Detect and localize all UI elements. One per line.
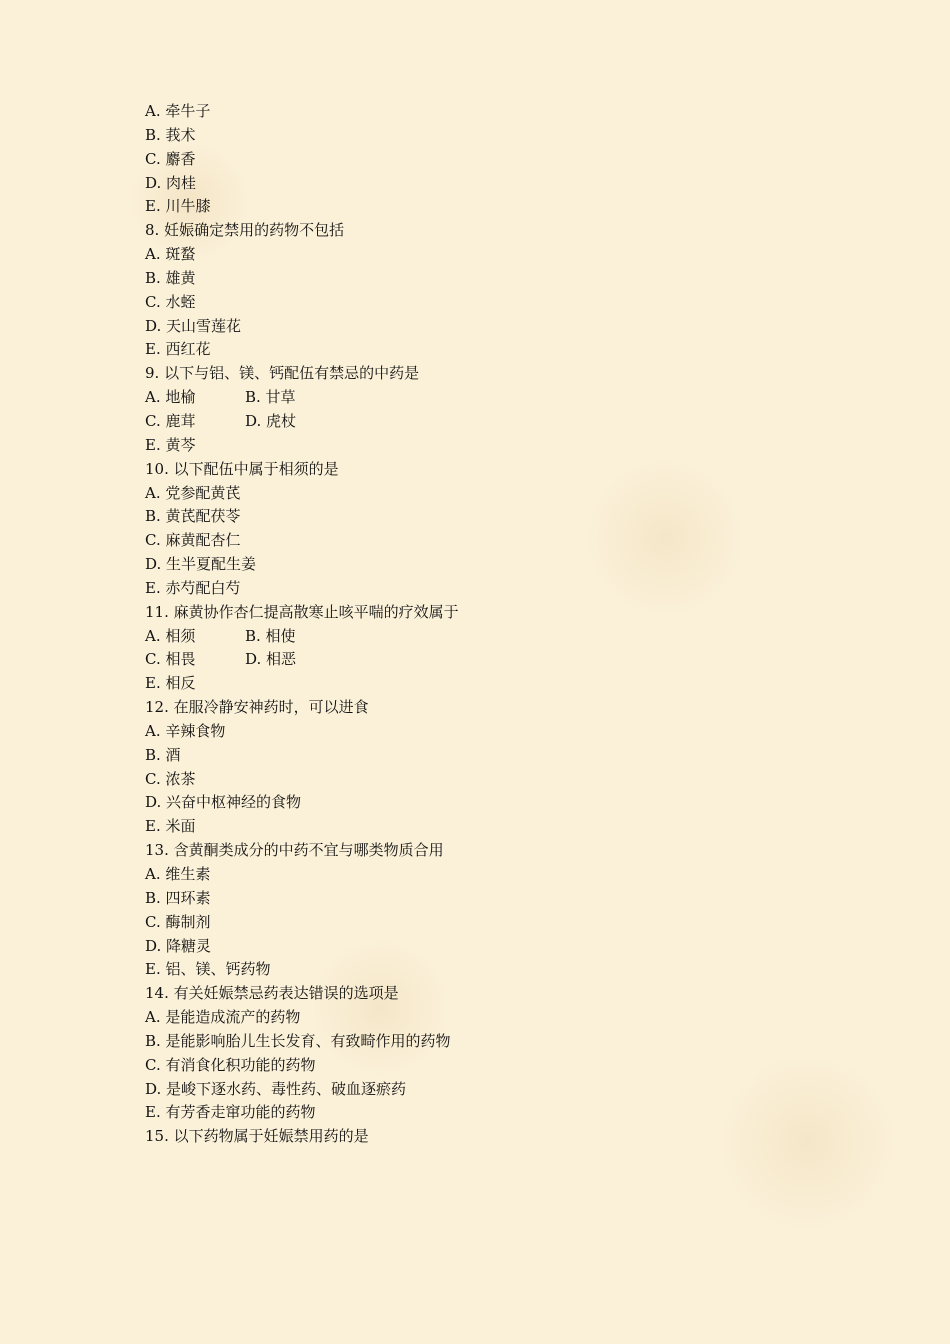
option-text: C. 有消食化积功能的药物 xyxy=(145,1055,316,1074)
option-text: A. 党参配黄芪 xyxy=(145,483,241,502)
option-text: D. 肉桂 xyxy=(145,173,197,192)
option-text: A. 相须 xyxy=(145,626,196,645)
option-text: B. 雄黄 xyxy=(145,268,196,287)
option-text: E. 有芳香走窜功能的药物 xyxy=(145,1103,316,1122)
option-text: A. 地榆 xyxy=(145,388,196,407)
option-text: E. 相反 xyxy=(145,674,196,693)
option-text: B. 是能影响胎儿生长发育、有致畸作用的药物 xyxy=(145,1031,451,1050)
option-text: B. 甘草 xyxy=(245,388,296,407)
question-text: 15. 以下药物属于妊娠禁用药的是 xyxy=(145,1127,369,1146)
option-text: A. 牵牛子 xyxy=(145,102,211,120)
option-text: C. 麻黄配杏仁 xyxy=(145,531,241,550)
question-text: 8. 妊娠确定禁用的药物不包括 xyxy=(145,221,345,240)
option-text: D. 天山雪莲花 xyxy=(145,316,242,335)
option-text: D. 虎杖 xyxy=(245,411,297,430)
option-row xyxy=(145,648,865,672)
option-text: D. 相恶 xyxy=(245,650,297,669)
question-list xyxy=(145,100,865,1149)
option-text: B. 相使 xyxy=(245,626,296,645)
question-text: 12. 在服冷静安神药时，可以进食 xyxy=(145,698,369,717)
option-text: C. 麝香 xyxy=(145,149,196,168)
option-text: B. 酒 xyxy=(145,745,181,764)
option-text: E. 赤芍配白芍 xyxy=(145,578,241,597)
option-text: D. 是峻下逐水药、毒性药、破血逐瘀药 xyxy=(145,1079,407,1098)
option-text: C. 鹿茸 xyxy=(145,411,196,430)
option-text: C. 水蛭 xyxy=(145,292,196,311)
option-text: E. 米面 xyxy=(145,817,196,836)
question-text: 10. 以下配伍中属于相须的是 xyxy=(145,459,339,478)
option-text: A. 维生素 xyxy=(145,865,211,883)
option-text: A. 是能造成流产的药物 xyxy=(145,1008,301,1027)
option-text: C. 浓茶 xyxy=(145,769,196,788)
option-text: E. 黄芩 xyxy=(145,435,196,454)
option-row xyxy=(145,386,865,410)
option-text: B. 四环素 xyxy=(145,888,211,907)
option-text: D. 兴奋中枢神经的食物 xyxy=(145,793,302,812)
option-text: E. 川牛膝 xyxy=(145,197,211,216)
option-text: B. 莪术 xyxy=(145,125,196,144)
option-text: B. 黄芪配茯苓 xyxy=(145,507,241,526)
question-text: 11. 麻黄协作杏仁提高散寒止咳平喘的疗效属于 xyxy=(145,602,459,621)
option-text: D. 降糖灵 xyxy=(145,936,212,955)
question-text: 14. 有关妊娠禁忌药表达错误的选项是 xyxy=(145,984,399,1003)
option-row xyxy=(145,625,865,649)
option-text: D. 生半夏配生姜 xyxy=(145,555,257,574)
question-text: 9. 以下与铝、镁、钙配伍有禁忌的中药是 xyxy=(145,364,420,383)
question-text: 13. 含黄酮类成分的中药不宜与哪类物质合用 xyxy=(145,841,444,860)
option-text: E. 西红花 xyxy=(145,340,211,359)
option-text: A. 斑蝥 xyxy=(145,245,196,264)
option-text: E. 铝、镁、钙药物 xyxy=(145,960,271,979)
option-text: C. 酶制剂 xyxy=(145,912,211,931)
option-text: C. 相畏 xyxy=(145,650,196,669)
option-text: A. 辛辣食物 xyxy=(145,721,226,740)
option-row xyxy=(145,410,865,434)
